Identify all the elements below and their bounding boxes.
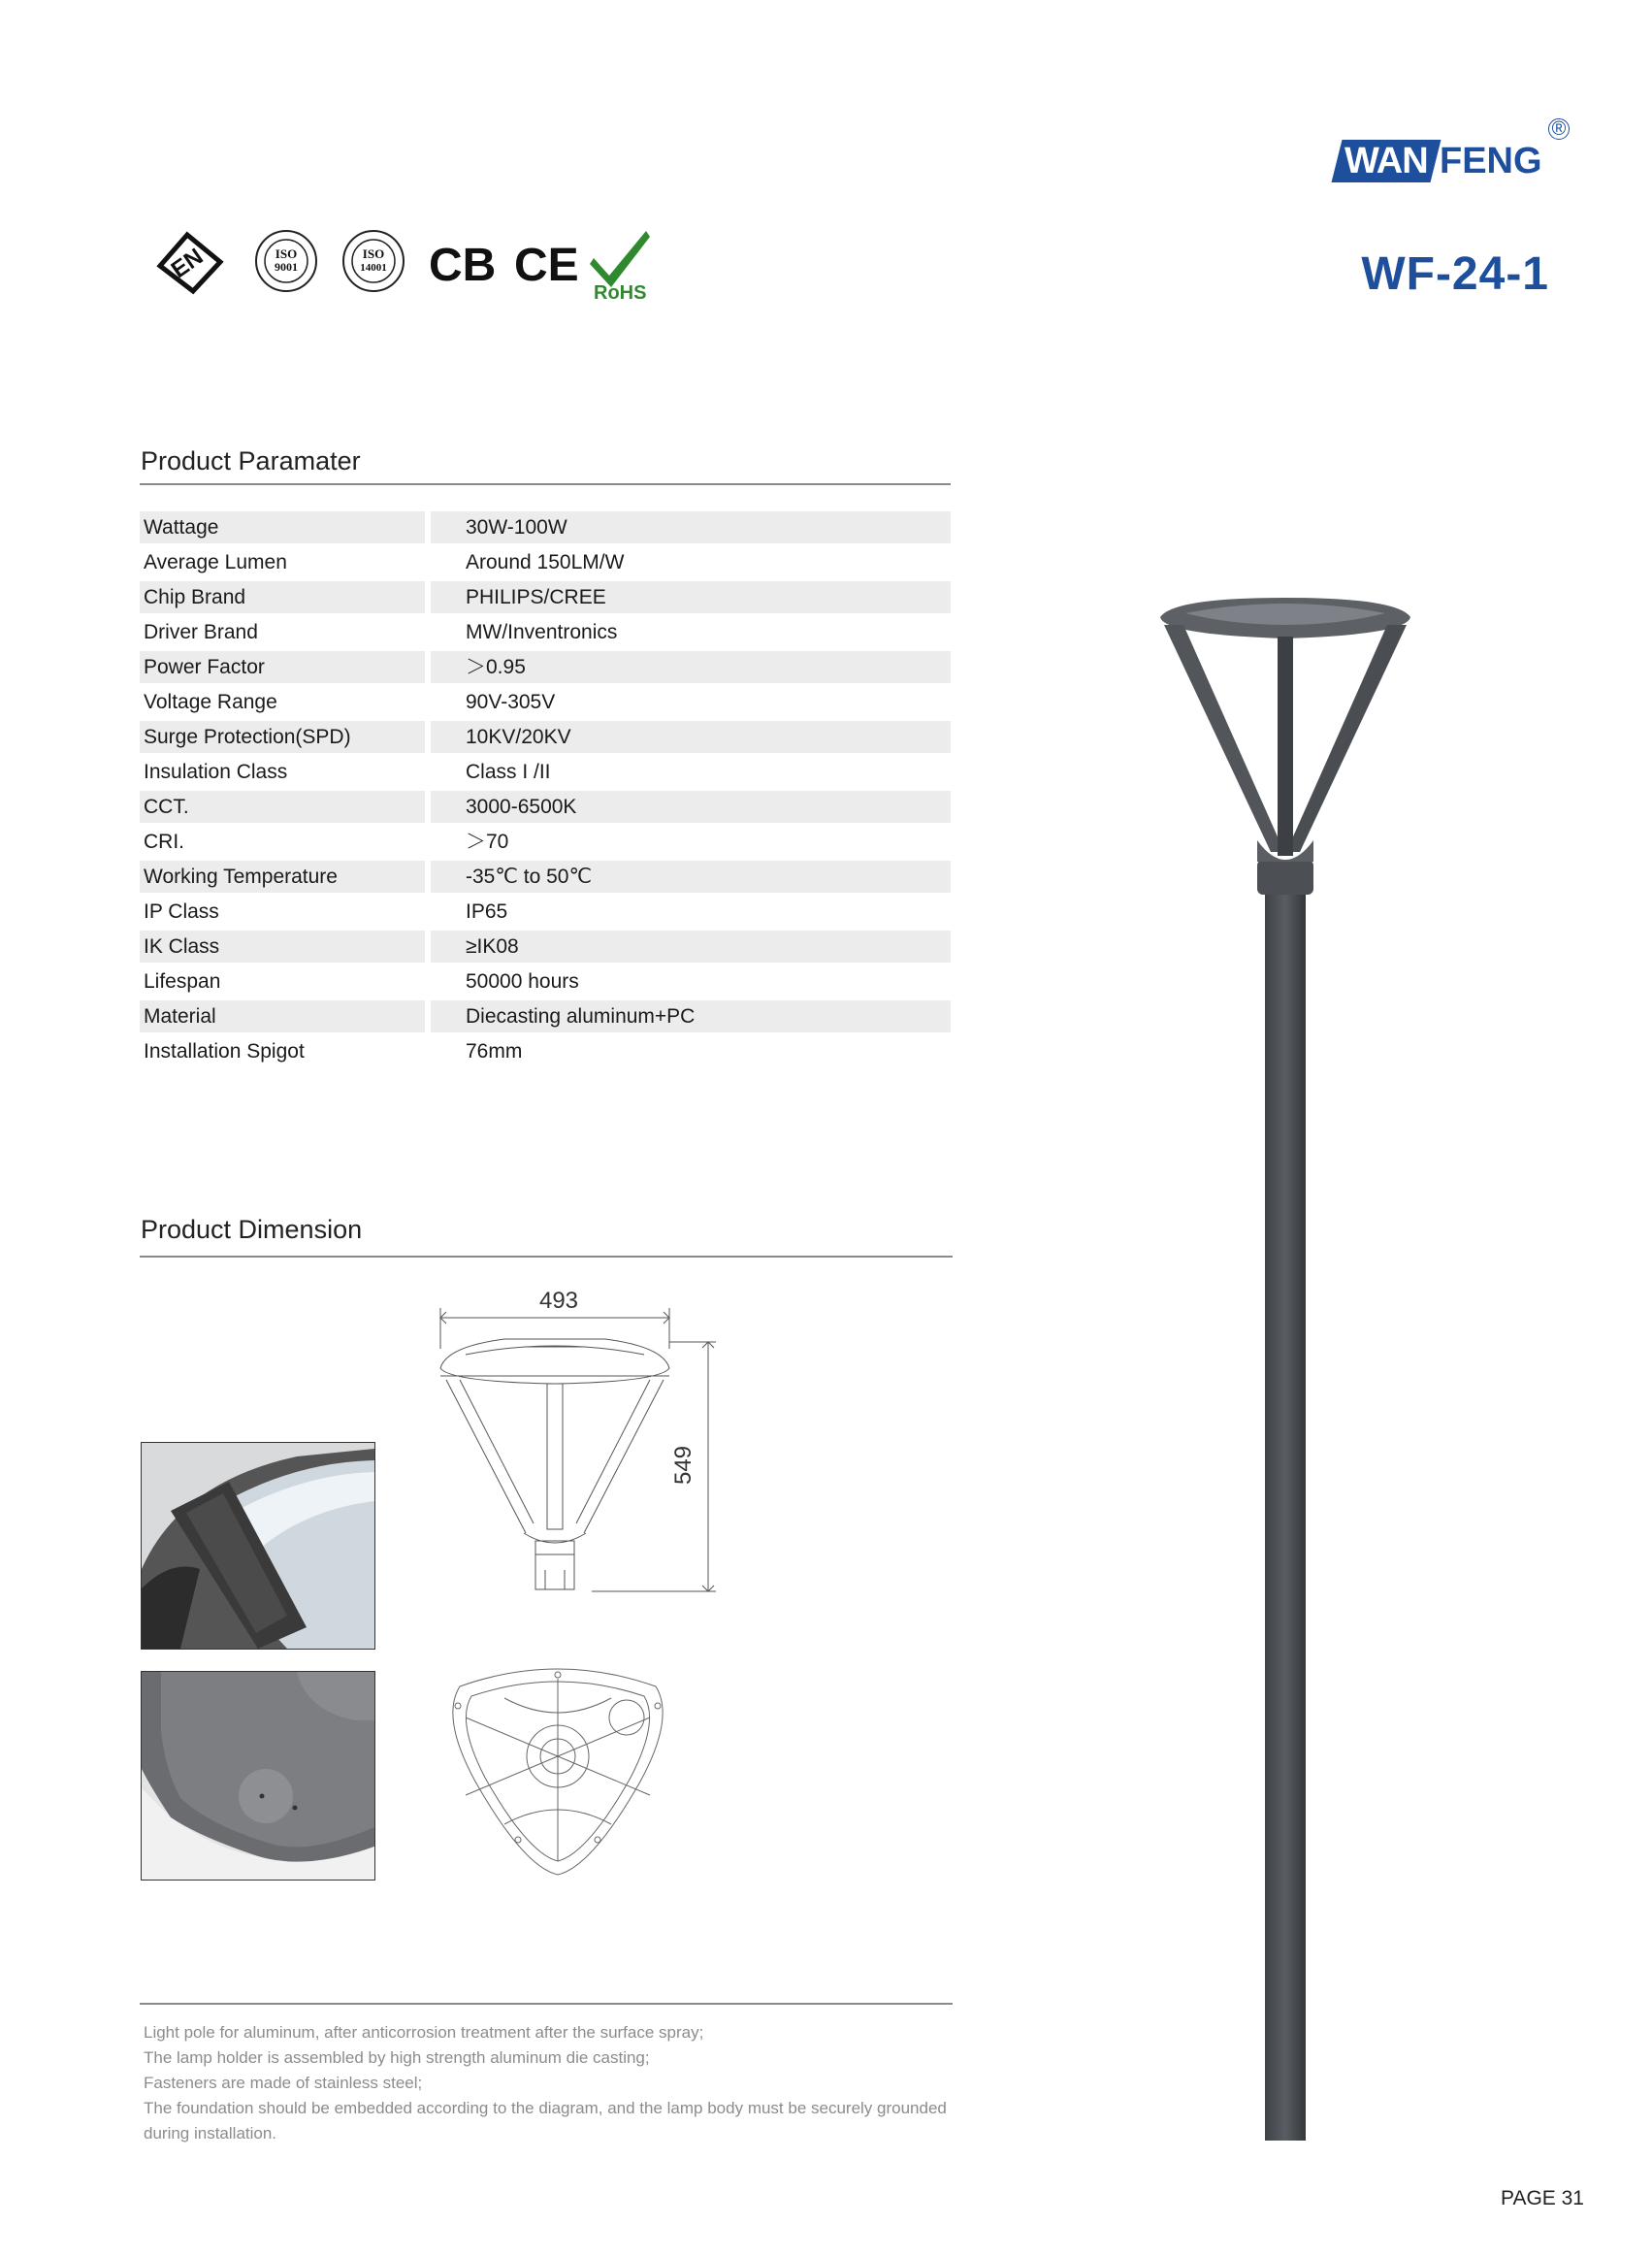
svg-text:ISO: ISO (275, 246, 298, 261)
param-key: Driver Brand (144, 621, 258, 643)
page-number: PAGE 31 (1501, 2187, 1584, 2209)
param-key: Chip Brand (140, 581, 425, 613)
param-value: 10KV/20KV (431, 721, 951, 753)
param-value: PHILIPS/CREE (431, 581, 951, 613)
table-row (140, 648, 951, 683)
rohs-icon (588, 225, 658, 312)
param-value: ＞0.95 (431, 651, 951, 683)
param-key: Installation Spigot (144, 1040, 305, 1063)
detail-photo-bottom (141, 1671, 375, 1881)
param-key: Material (140, 1000, 425, 1032)
param-key: Wattage (140, 511, 425, 543)
svg-text:14001: 14001 (360, 262, 387, 274)
param-value: 76mm (466, 1040, 523, 1063)
top-view-drawing (437, 1659, 679, 1882)
param-key: Working Temperature (140, 861, 425, 893)
param-key: Power Factor (140, 651, 425, 683)
param-key: CRI. (144, 831, 184, 853)
iso9001-icon (252, 227, 320, 314)
note-line: Light pole for aluminum, after anticorrosion treatment after the surface spray; (144, 2023, 704, 2042)
width-label: 493 (538, 1288, 579, 1314)
param-value: MW/Inventronics (466, 621, 618, 643)
model-number: WF-24-1 (1361, 248, 1549, 300)
param-key: Insulation Class (144, 761, 288, 783)
ce-icon: CE (514, 240, 579, 291)
iso14001-icon (340, 227, 407, 314)
table-row (140, 613, 951, 648)
logo-text-left: WAN (1344, 141, 1428, 181)
parameters-table (140, 508, 951, 1067)
height-label: 549 (670, 1445, 696, 1486)
table-row (140, 823, 951, 858)
param-key: IP Class (144, 900, 219, 923)
table-row (140, 1032, 951, 1067)
param-key: Lifespan (144, 970, 221, 993)
param-key: Voltage Range (144, 691, 277, 713)
table-row (140, 998, 951, 1032)
param-value: ＞70 (466, 831, 509, 853)
param-value: Around 150LM/W (466, 551, 625, 573)
table-row (140, 683, 951, 718)
param-value: Class I /II (466, 761, 551, 783)
notes-divider (140, 2003, 953, 2005)
registered-mark: ® (1548, 118, 1570, 140)
svg-text:ISO: ISO (362, 246, 385, 261)
note-line: The lamp holder is assembled by high strength aluminum die casting; (144, 2048, 650, 2067)
param-value: -35℃ to 50℃ (431, 861, 951, 893)
table-row (140, 578, 951, 613)
svg-text:EN: EN (166, 243, 209, 284)
enec-icon (150, 227, 228, 314)
side-dimension-drawing (427, 1279, 728, 1609)
param-value: 30W-100W (431, 511, 951, 543)
param-value: IP65 (466, 900, 508, 923)
table-row (140, 788, 951, 823)
svg-text:9001: 9001 (275, 260, 298, 274)
brand-logo (1337, 118, 1570, 192)
product-image (1145, 598, 1426, 2141)
note-line: The foundation should be embedded according to the diagram, and the lamp body must be securely grounded during installation. (144, 2099, 947, 2143)
product-notes (144, 2020, 958, 2146)
param-key: Surge Protection(SPD) (140, 721, 425, 753)
param-value: 3000-6500K (431, 791, 951, 823)
param-value: Diecasting aluminum+PC (431, 1000, 951, 1032)
note-line: Fasteners are made of stainless steel; (144, 2074, 423, 2092)
table-row (140, 718, 951, 753)
table-row (140, 543, 951, 578)
table-row (140, 508, 951, 543)
param-value: 90V-305V (466, 691, 556, 713)
table-row (140, 858, 951, 893)
table-row (140, 928, 951, 963)
param-value: 50000 hours (466, 970, 579, 993)
table-row (140, 753, 951, 788)
parameters-divider (140, 483, 951, 485)
cb-icon: CB (429, 240, 497, 291)
table-row (140, 893, 951, 928)
param-value: ≥IK08 (431, 931, 951, 963)
logo-text-right: FENG (1440, 141, 1542, 181)
param-key: Average Lumen (144, 551, 287, 573)
table-row (140, 963, 951, 998)
detail-photo-top (141, 1442, 375, 1650)
parameters-title: Product Paramater (141, 446, 361, 475)
param-key: IK Class (140, 931, 425, 963)
svg-text:RoHS: RoHS (594, 282, 647, 303)
dimension-title: Product Dimension (141, 1215, 363, 1244)
dimension-divider (140, 1256, 953, 1258)
param-key: CCT. (140, 791, 425, 823)
